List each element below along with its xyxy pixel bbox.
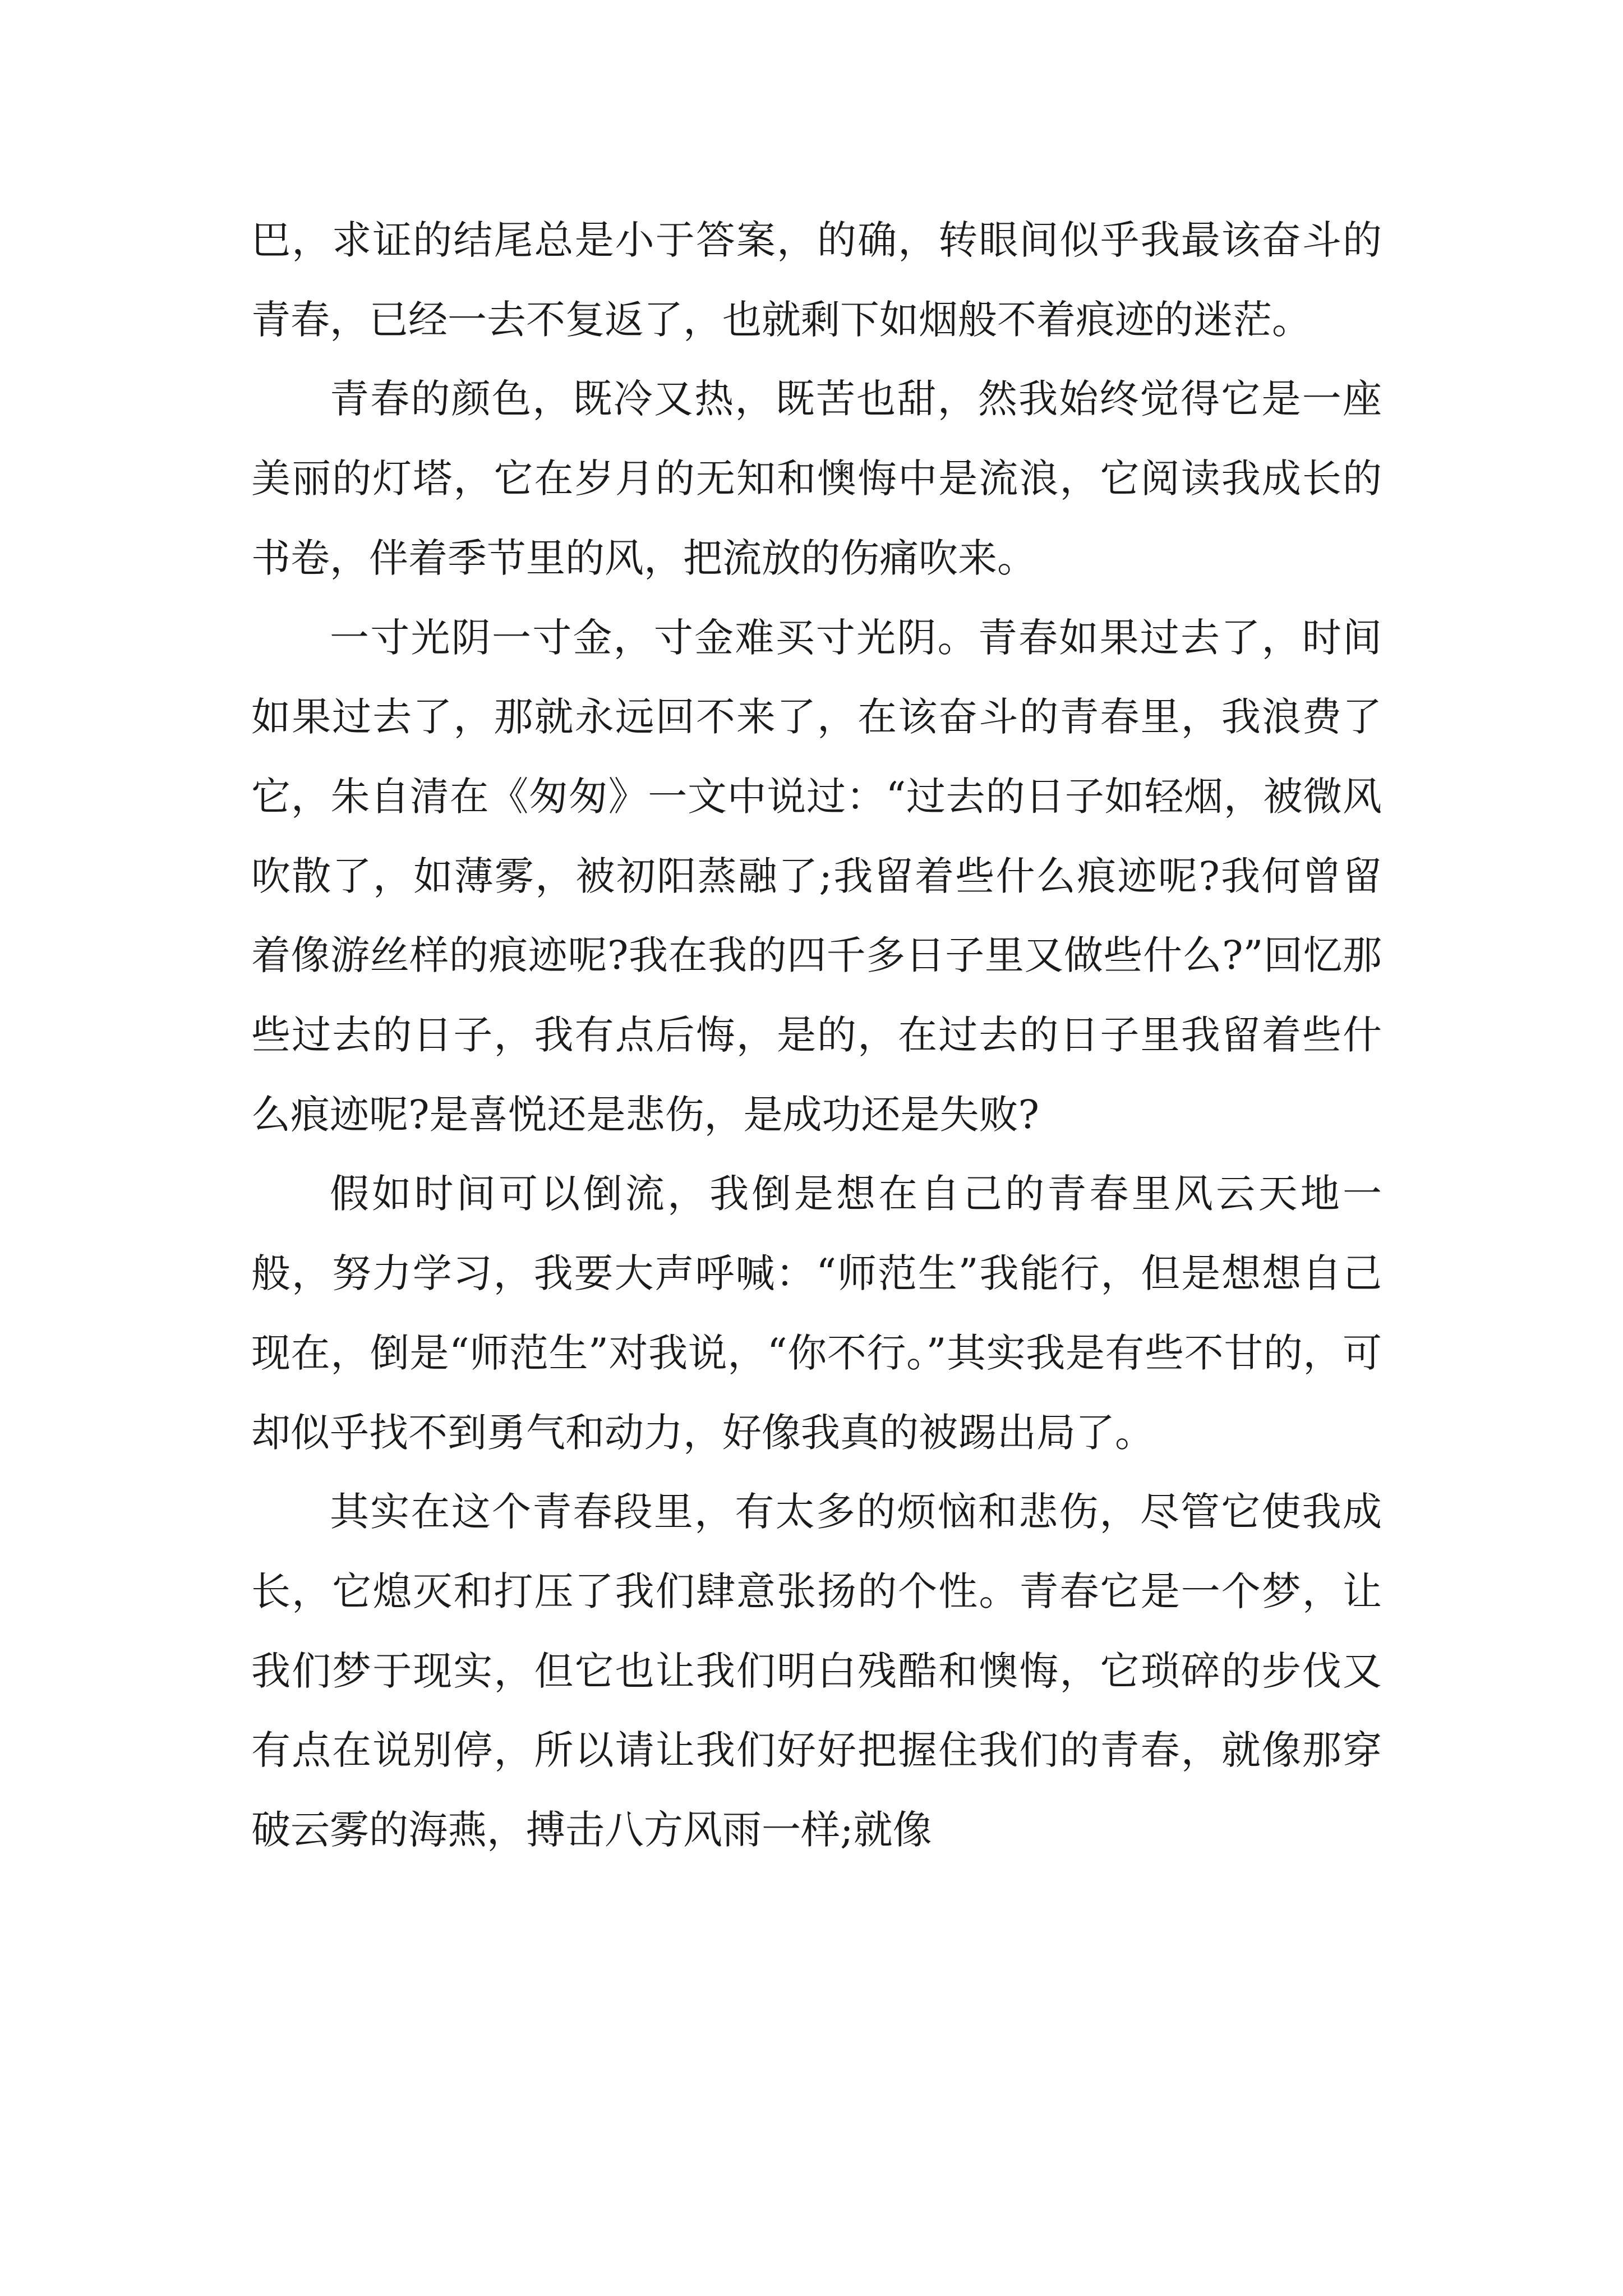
document-body [251, 201, 1382, 1870]
paragraph: 假如时间可以倒流，我倒是想在自己的青春里风云天地一般，努力学习，我要大声呼喊：“师范生”我能行，但是想想自己现在，倒是“师范生”对我说，“你不行。”其实我是有些不甘的，可却似乎找不到勇气和动力，好像我真的被踢出局了。 [251, 1171, 1382, 1456]
paragraph: 青春的颜色，既冷又热，既苦也甜，然我始终觉得它是一座美丽的灯塔，它在岁月的无知和懊悔中是流浪，它阅读我成长的书卷，伴着季节里的风，把流放的伤痛吹来。 [251, 376, 1382, 581]
paragraph: 一寸光阴一寸金，寸金难买寸光阴。青春如果过去了，时间如果过去了，那就永远回不来了，在该奋斗的青春里，我浪费了它，朱自清在《匆匆》一文中说过：“过去的日子如轻烟，被微风吹散了，如薄雾，被初阳蒸融了;我留着些什么痕迹呢?我何曾留着像游丝样的痕迹呢?我在我的四千多日子里又做些什么?”回忆那些过去的日子，我有点后悔，是的，在过去的日子里我留着些什么痕迹呢?是喜悦还是悲伤，是成功还是失败? [251, 614, 1382, 1138]
paragraph: 其实在这个青春段里，有太多的烦恼和悲伤，尽管它使我成长，它熄灭和打压了我们肆意张扬的个性。青春它是一个梦，让我们梦于现实，但它也让我们明白残酷和懊悔，它琐碎的步伐又有点在说别停，所以请让我们好好把握住我们的青春，就像那穿破云雾的海燕，搏击八方风雨一样;就像 [251, 1489, 1382, 1853]
paragraph-continuation: 巴，求证的结尾总是小于答案，的确，转眼间似乎我最该奋斗的青春，已经一去不复返了，也就剩下如烟般不着痕迹的迷茫。 [251, 217, 1382, 343]
